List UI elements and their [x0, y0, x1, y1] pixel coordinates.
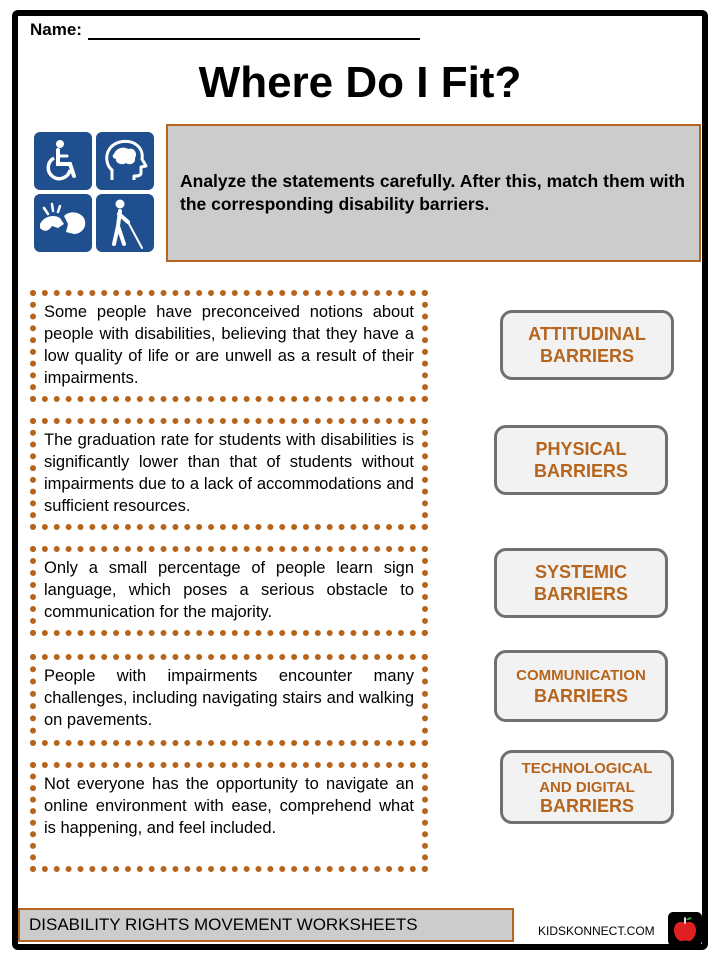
- barrier-label: BARRIERS: [533, 686, 628, 706]
- barrier-technological-digital[interactable]: [500, 750, 674, 824]
- name-field: [30, 20, 420, 40]
- instructions-box: [166, 124, 701, 262]
- brain-icon: [96, 132, 154, 190]
- statement-text: Only a small percentage of people learn sign language, which poses a serious obstacle to communication for the majority.: [44, 559, 414, 621]
- barrier-communication[interactable]: [494, 650, 668, 722]
- barrier-attitudinal[interactable]: [500, 310, 674, 380]
- barrier-label: SYSTEMIC: [534, 562, 627, 582]
- barrier-label: BARRIERS: [533, 461, 628, 481]
- name-blank-line[interactable]: [88, 22, 420, 40]
- statement-box-2[interactable]: [30, 418, 428, 530]
- statement-text: Not everyone has the opportunity to navigate an online environment with ease, comprehend what is happening, and feel included.: [44, 775, 414, 837]
- instructions-text: Analyze the statements carefully. After this, match them with the corresponding disability barriers.: [180, 171, 685, 214]
- footer-title-box: [18, 908, 514, 942]
- statement-box-3[interactable]: [30, 546, 428, 636]
- barrier-systemic[interactable]: [494, 548, 668, 618]
- statement-box-4[interactable]: [30, 654, 428, 746]
- apple-icon: [668, 912, 702, 946]
- sign-language-icon: [34, 194, 92, 252]
- wheelchair-icon: [34, 132, 92, 190]
- site-name[interactable]: KIDSKONNECT.COM: [538, 924, 655, 938]
- statement-text: Some people have preconceived notions about people with disabilities, believing that they have a low quality of life or are unwell as a result of their impairments.: [44, 303, 414, 387]
- footer-title: DISABILITY RIGHTS MOVEMENT WORKSHEETS: [29, 915, 418, 934]
- barrier-label: BARRIERS: [539, 795, 634, 816]
- barrier-label: COMMUNICATION: [516, 667, 646, 684]
- barrier-physical[interactable]: [494, 425, 668, 495]
- barrier-label: AND DIGITAL: [539, 778, 635, 796]
- name-label: Name:: [30, 20, 82, 39]
- barrier-label: TECHNOLOGICAL: [521, 759, 653, 777]
- barrier-label: BARRIERS: [539, 346, 634, 366]
- statement-text: People with impairments encounter many challenges, including navigating stairs and walking on pavements.: [44, 667, 414, 729]
- disability-icons: [34, 132, 154, 254]
- statement-box-5[interactable]: [30, 762, 428, 872]
- page-title: Where Do I Fit?: [198, 58, 522, 107]
- statement-box-1[interactable]: [30, 290, 428, 402]
- barrier-label: ATTITUDINAL: [528, 324, 646, 344]
- barrier-label: BARRIERS: [533, 584, 628, 604]
- statement-text: The graduation rate for students with disabilities is significantly lower than that of students without impairments due to a lack of accommodations and sufficient resources.: [44, 431, 414, 515]
- blind-cane-icon: [96, 194, 154, 252]
- barrier-label: PHYSICAL: [535, 439, 627, 459]
